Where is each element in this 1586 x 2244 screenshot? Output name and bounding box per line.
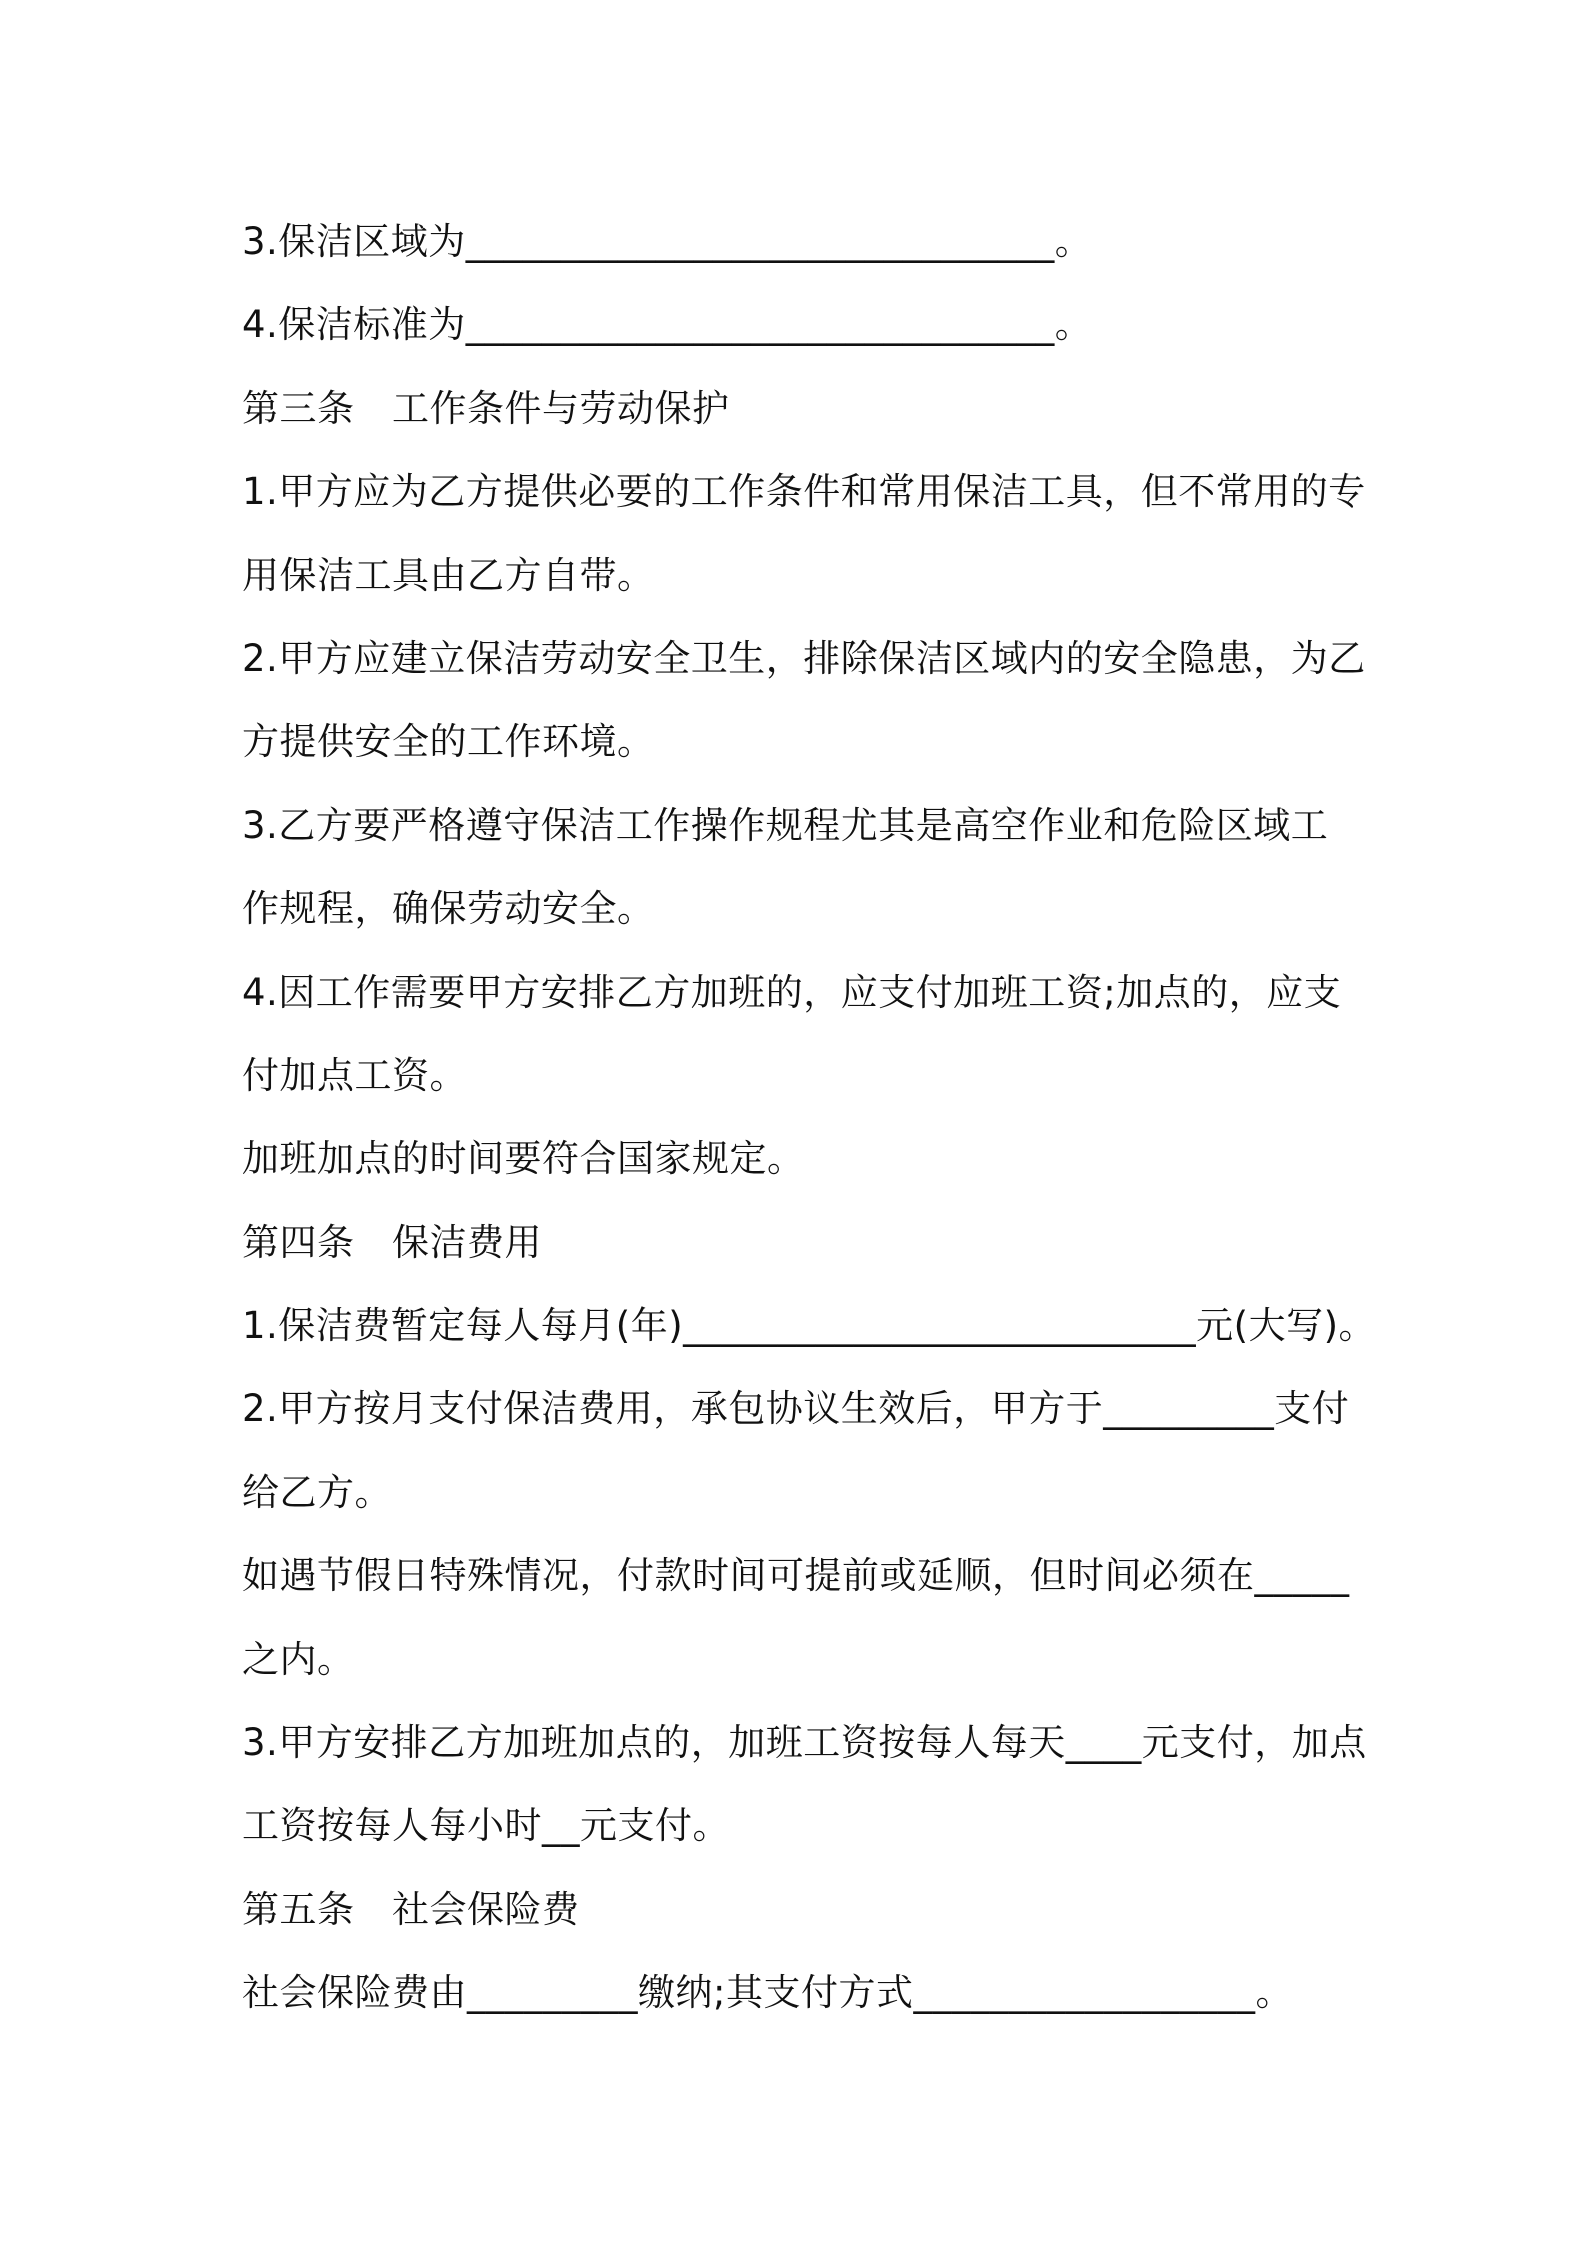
article-4-item-3-line-1: 3.甲方安排乙方加班加点的，加班工资按每人每天____元支付，加点 (242, 1721, 1367, 1765)
article-3-item-2-line-2: 方提供安全的工作环境。 (242, 720, 655, 764)
clause-4-cleaning-standard: 4.保洁标准为_______________________________。 (242, 303, 1093, 347)
article-3-item-3-line-2: 作规程，确保劳动安全。 (242, 887, 655, 931)
article-3-item-4-line-2: 付加点工资。 (242, 1053, 467, 1097)
article-4-holiday-note-line-1: 如遇节假日特殊情况，付款时间可提前或延顺，但时间必须在_____ (242, 1554, 1350, 1598)
article-3-overtime-note: 加班加点的时间要符合国家规定。 (242, 1137, 805, 1181)
article-3-item-4-line-1: 4.因工作需要甲方安排乙方加班的，应支付加班工资;加点的，应支 (242, 970, 1342, 1014)
article-4-item-2-line-2: 给乙方。 (242, 1470, 392, 1514)
document-body (242, 200, 1377, 2035)
article-3-heading: 第三条 工作条件与劳动保护 (242, 386, 730, 430)
clause-3-cleaning-area: 3.保洁区域为_______________________________。 (242, 220, 1093, 263)
article-3-item-1-line-2: 用保洁工具由乙方自带。 (242, 553, 655, 597)
article-5-heading: 第五条 社会保险费 (242, 1887, 580, 1931)
article-4-holiday-note-line-2: 之内。 (242, 1637, 355, 1681)
article-4-item-2-line-1: 2.甲方按月支付保洁费用，承包协议生效后，甲方于_________支付 (242, 1387, 1350, 1431)
article-5-insurance-payment: 社会保险费由_________缴纳;其支付方式__________________。 (242, 1971, 1293, 2015)
article-4-item-1: 1.保洁费暂定每人每月(年)___________________________元(大写)。 (242, 1304, 1377, 1348)
article-3-item-1-line-1: 1.甲方应为乙方提供必要的工作条件和常用保洁工具，但不常用的专 (242, 470, 1366, 514)
article-3-item-3-line-1: 3.乙方要严格遵守保洁工作操作规程尤其是高空作业和危险区域工 (242, 803, 1329, 847)
article-4-heading: 第四条 保洁费用 (242, 1220, 542, 1264)
article-4-item-3-line-2: 工资按每人每小时__元支付。 (242, 1804, 730, 1848)
article-3-item-2-line-1: 2.甲方应建立保洁劳动安全卫生，排除保洁区域内的安全隐患，为乙 (242, 636, 1366, 680)
